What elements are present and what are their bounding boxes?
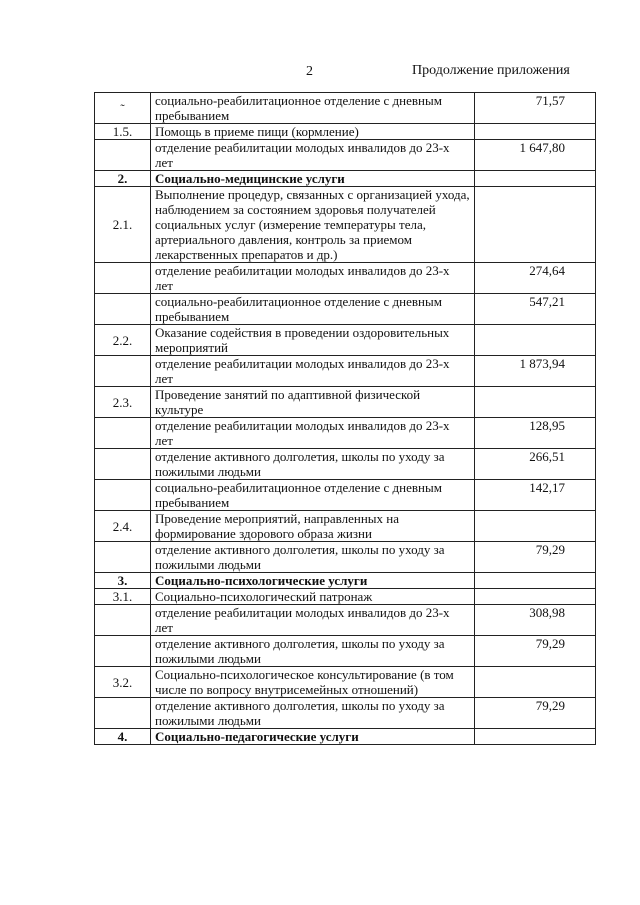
table-row	[95, 605, 596, 636]
service-row	[95, 124, 596, 140]
row-description: отделение реабилитации молодых инвалидов до 23-х лет	[151, 356, 475, 387]
row-description: отделение активного долголетия, школы по уходу за пожилыми людьми	[151, 542, 475, 573]
services-table-body	[95, 93, 596, 745]
row-price: 79,29	[475, 636, 596, 667]
row-description: Социально-педагогические услуги	[151, 729, 475, 745]
table-row	[95, 140, 596, 171]
table-row	[95, 636, 596, 667]
row-number: 4.	[95, 729, 151, 745]
service-row	[95, 187, 596, 263]
row-number: 2.4.	[95, 511, 151, 542]
row-number: 2.3.	[95, 387, 151, 418]
service-row	[95, 589, 596, 605]
row-number: 3.1.	[95, 589, 151, 605]
row-number	[95, 636, 151, 667]
service-row	[95, 667, 596, 698]
table-row	[95, 449, 596, 480]
page-number: 2	[306, 64, 313, 79]
row-description: Выполнение процедур, связанных с организацией ухода, наблюдением за состоянием здоровья получателей социальных услуг (измерение температуры тела, артериального давления, контроль за приемом лекарственных препаратов и др.)	[151, 187, 475, 263]
table-row	[95, 294, 596, 325]
row-price	[475, 187, 596, 263]
row-price: 142,17	[475, 480, 596, 511]
table-row	[95, 263, 596, 294]
continuation-label: Продолжение приложения	[412, 63, 570, 78]
row-number	[95, 294, 151, 325]
row-description: Социально-медицинские услуги	[151, 171, 475, 187]
row-description: Социально-психологический патронаж	[151, 589, 475, 605]
row-description: социально-реабилитационное отделение с дневным пребыванием	[151, 93, 475, 124]
row-price: 1 873,94	[475, 356, 596, 387]
row-price: 266,51	[475, 449, 596, 480]
row-price	[475, 387, 596, 418]
row-number	[95, 449, 151, 480]
row-price: 71,57	[475, 93, 596, 124]
row-price: 274,64	[475, 263, 596, 294]
row-price: 308,98	[475, 605, 596, 636]
row-number	[95, 356, 151, 387]
row-description: Социально-психологические услуги	[151, 573, 475, 589]
row-price	[475, 667, 596, 698]
row-number: ˜	[95, 93, 151, 124]
row-price	[475, 325, 596, 356]
service-row	[95, 325, 596, 356]
row-price: 79,29	[475, 698, 596, 729]
service-row	[95, 511, 596, 542]
row-number	[95, 542, 151, 573]
section-row	[95, 729, 596, 745]
row-number: 3.2.	[95, 667, 151, 698]
row-price	[475, 124, 596, 140]
service-row	[95, 387, 596, 418]
row-price	[475, 573, 596, 589]
row-price: 79,29	[475, 542, 596, 573]
row-number	[95, 263, 151, 294]
row-description: Социально-психологическое консультирование (в том числе по вопросу внутрисемейных отношений)	[151, 667, 475, 698]
row-number: 3.	[95, 573, 151, 589]
row-description: отделение реабилитации молодых инвалидов до 23-х лет	[151, 418, 475, 449]
row-price	[475, 511, 596, 542]
table-row	[95, 418, 596, 449]
row-number: 1.5.	[95, 124, 151, 140]
section-row	[95, 171, 596, 187]
row-price: 128,95	[475, 418, 596, 449]
table-row	[95, 356, 596, 387]
row-number	[95, 140, 151, 171]
row-number: 2.2.	[95, 325, 151, 356]
row-description: отделение реабилитации молодых инвалидов до 23-х лет	[151, 263, 475, 294]
row-number	[95, 418, 151, 449]
table-row	[95, 93, 596, 124]
row-number	[95, 480, 151, 511]
row-number: 2.	[95, 171, 151, 187]
row-price	[475, 171, 596, 187]
row-description: Проведение занятий по адаптивной физической культуре	[151, 387, 475, 418]
row-description: отделение активного долголетия, школы по уходу за пожилыми людьми	[151, 698, 475, 729]
row-description: социально-реабилитационное отделение с дневным пребыванием	[151, 294, 475, 325]
services-table	[94, 92, 596, 745]
row-description: Помощь в приеме пищи (кормление)	[151, 124, 475, 140]
row-number	[95, 605, 151, 636]
row-description: социально-реабилитационное отделение с дневным пребыванием	[151, 480, 475, 511]
row-price	[475, 589, 596, 605]
table-row	[95, 542, 596, 573]
row-description: отделение реабилитации молодых инвалидов до 23-х лет	[151, 140, 475, 171]
row-description: отделение реабилитации молодых инвалидов до 23-х лет	[151, 605, 475, 636]
table-row	[95, 698, 596, 729]
row-price: 547,21	[475, 294, 596, 325]
row-description: отделение активного долголетия, школы по уходу за пожилыми людьми	[151, 636, 475, 667]
section-row	[95, 573, 596, 589]
row-description: отделение активного долголетия, школы по уходу за пожилыми людьми	[151, 449, 475, 480]
row-number	[95, 698, 151, 729]
table-row	[95, 480, 596, 511]
row-price	[475, 729, 596, 745]
row-number: 2.1.	[95, 187, 151, 263]
row-description: Проведение мероприятий, направленных на формирование здорового образа жизни	[151, 511, 475, 542]
row-price: 1 647,80	[475, 140, 596, 171]
row-description: Оказание содействия в проведении оздоровительных мероприятий	[151, 325, 475, 356]
